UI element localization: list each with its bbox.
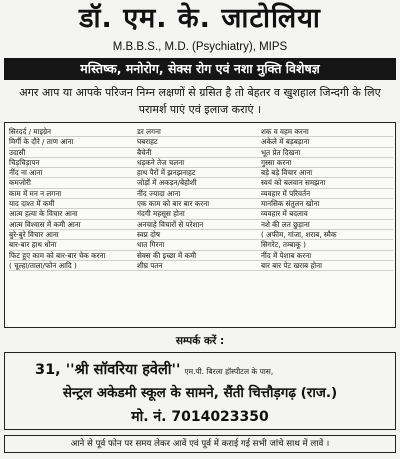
symptom-item: बैचेनी bbox=[137, 148, 261, 158]
symptom-item: नींद ना आना bbox=[9, 168, 137, 178]
symptom-item: स्वयं को बलवान समझना bbox=[261, 178, 393, 188]
symptom-item: गुस्सा करना bbox=[261, 158, 393, 168]
symptom-item: सिगरेट, तम्बाकू ) bbox=[261, 240, 393, 250]
symptom-item: उदासी bbox=[9, 148, 137, 158]
symptom-item: मानसिक संतुलन खोना bbox=[261, 199, 393, 209]
symptom-item: अकेले में बड़बड़ाना bbox=[261, 137, 393, 147]
symptom-item: शक व वहम करना bbox=[261, 127, 393, 137]
symptom-item: गंदगी महसूस होना bbox=[137, 209, 261, 219]
symptom-item: धात गिरना bbox=[137, 240, 261, 250]
footer-note: आने से पूर्व फोन पर समय लेकर आवें एवं पूर्व में कराई गई सभी जांचे साथ में लावें । bbox=[4, 435, 396, 453]
symptom-item: बड़े बड़े विचार आना bbox=[261, 168, 393, 178]
symptom-item: सेक्स की इच्छा में कमी bbox=[137, 251, 261, 261]
symptom-item: ( चूल्हा/ताला/फोन आदि ) bbox=[9, 261, 137, 271]
symptom-item: बुरे-बुरे विचार आना bbox=[9, 230, 137, 240]
address-box bbox=[4, 352, 396, 430]
mobile-number[interactable]: मो. नं. 7014023350 bbox=[131, 409, 269, 425]
symptom-item: हाथ पैरों में झनझनाहट bbox=[137, 168, 261, 178]
symptom-item: आत्म विश्वास में कमी आना bbox=[9, 220, 137, 230]
address-landmark: एम.पी. बिरला हॉस्पीटल के पास, bbox=[184, 367, 274, 376]
symptoms-table bbox=[4, 122, 396, 328]
symptom-item: जोड़ों में अकड़न/बेहोशी bbox=[137, 178, 261, 188]
symptom-item: घबराहट bbox=[137, 137, 261, 147]
symptom-item: व्यवहार में बदलाव bbox=[261, 209, 393, 219]
doctor-name: डॉ. एम. के. जाटोलिया bbox=[79, 3, 321, 34]
symptom-item: व्यवहार में परिवर्तन bbox=[261, 189, 393, 199]
symptom-item: चिड़चिड़ापन bbox=[9, 158, 137, 168]
symptom-item: अनचाहे विचारों से परेशान bbox=[137, 220, 261, 230]
address-building: 31, ''श्री सॉवरिया हवेली'' bbox=[35, 362, 181, 378]
symptom-item: नींद ज्यादा आना bbox=[137, 189, 261, 199]
symptom-item: एक काम को बार बार करना bbox=[137, 199, 261, 209]
symptom-item: नशे की लत छुड़ाना bbox=[261, 220, 393, 230]
symptoms-column-1 bbox=[9, 127, 137, 271]
address-line-1 bbox=[35, 359, 273, 379]
symptom-item: सिरदर्द / माइग्रेन bbox=[9, 127, 137, 137]
symptom-item: काम में मन न लगना bbox=[9, 189, 137, 199]
symptom-item: डर लगना bbox=[137, 127, 261, 137]
specialization-banner: मस्तिष्क, मनोरोग, सेक्स रोग एवं नशा मुक्ति विशेषज्ञ bbox=[4, 58, 396, 80]
symptom-item: भूत प्रेत दिखना bbox=[261, 148, 393, 158]
symptom-item: स्वप्न दोष bbox=[137, 230, 261, 240]
symptoms-column-3 bbox=[261, 127, 393, 271]
symptom-item: ( अफीम, गांजा, शराब, स्मैक bbox=[261, 230, 393, 240]
address-line-2: सेन्ट्रल अकेडमी स्कूल के सामने, सैंती चित्तौड़गढ़ (राज.) bbox=[62, 385, 338, 401]
symptom-item: बार-बार हाथ धोना bbox=[9, 240, 137, 250]
contact-label: सम्पर्क करें : bbox=[175, 335, 225, 347]
symptoms-column-2 bbox=[137, 127, 261, 271]
symptom-item: बार बार पेट खराब होना bbox=[261, 261, 393, 271]
symptom-item: आत्म हत्या के विचार आना bbox=[9, 209, 137, 219]
symptom-item: शीघ्र पतन bbox=[137, 261, 261, 271]
symptom-item: कमजोरी bbox=[9, 178, 137, 188]
symptom-item: मिर्गी के दौरे / ताण आना bbox=[9, 137, 137, 147]
symptom-item: याद दाश्त में कमी bbox=[9, 199, 137, 209]
intro-text: अगर आप या आपके परिजन निम्न लक्षणों से ग्रसित है तो बेहतर व खुशहाल जिन्दगी के लिए परामर्श पाएं एवं इलाज कराएं । bbox=[19, 86, 381, 116]
doctor-degrees: M.B.B.S., M.D. (Psychiatry), MIPS bbox=[112, 41, 288, 53]
symptom-item: फिट हुए काम को बार-बार चेक करना bbox=[9, 251, 137, 261]
symptom-item: नींद में पेशाब करना bbox=[261, 251, 393, 261]
symptom-item: धड़कने तेज चलना bbox=[137, 158, 261, 168]
